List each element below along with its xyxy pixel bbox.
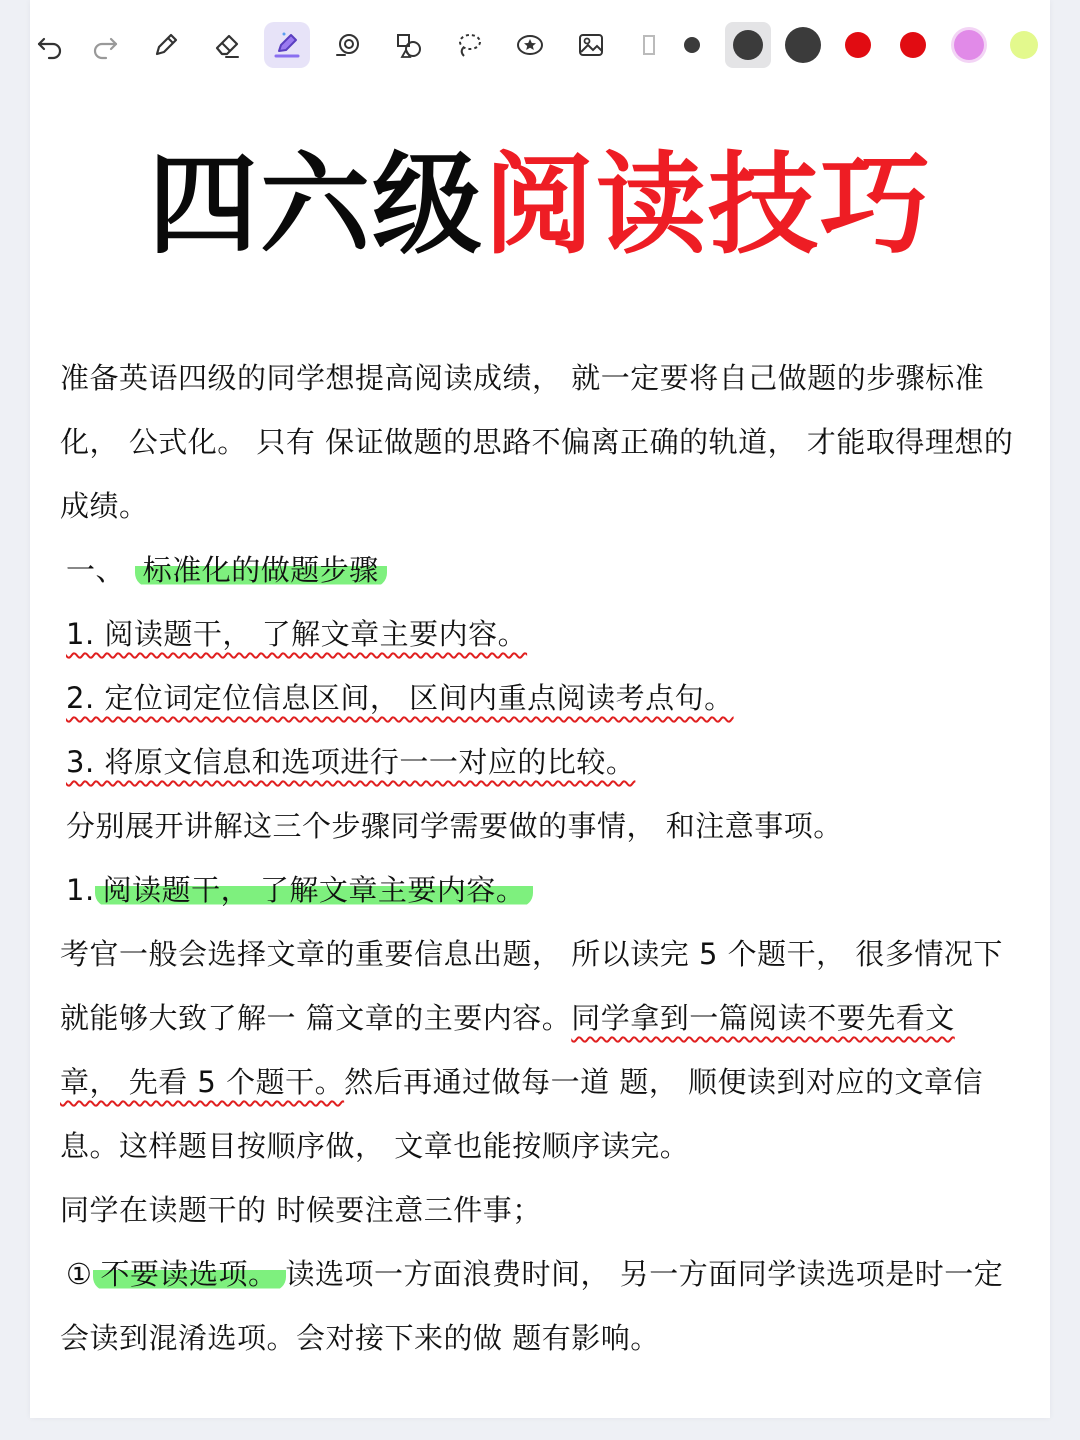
item-1-number: ① (66, 1257, 93, 1291)
lasso-icon[interactable] (446, 22, 492, 68)
redo-icon[interactable] (82, 22, 128, 68)
page-title (0, 140, 1080, 270)
color-dot (845, 32, 871, 58)
paragraph-1-line-1: 准备英语四级的同学想提高阅读成绩， 就一定要将自己做题的步骤标准 (60, 361, 985, 395)
text-box-icon[interactable] (620, 22, 666, 68)
paragraph-2-line-2-a: 就能够大致了解一 篇文章的主要内容。 (60, 1001, 572, 1035)
highlighter-icon[interactable] (264, 22, 310, 68)
section-1-title: 标准化的做题步骤 (135, 553, 387, 587)
pen-icon[interactable] (143, 22, 189, 68)
section-1-prefix: 一、 (66, 553, 126, 587)
sub-heading-1 (66, 870, 533, 910)
section-1-heading (66, 550, 387, 590)
step-3: 3. 将原文信息和选项进行一一对应的比较。 (66, 745, 636, 779)
intro-line: 分别展开讲解这三个步骤同学需要做的事情， 和注意事项。 (66, 809, 843, 843)
paragraph-2-line-3 (60, 1062, 983, 1102)
paragraph-1-line-2: 化， 公式化。 只有 保证做题的思路不偏离正确的轨道， 才能取得理想的 (60, 425, 1014, 459)
color-dot (1010, 31, 1038, 59)
color-dot (733, 30, 763, 60)
paragraph-2-line-2 (60, 998, 955, 1038)
title-red-part: 阅读技巧 (484, 141, 932, 269)
color-dot (954, 30, 984, 60)
step-1: 1. 阅读题干， 了解文章主要内容。 (66, 617, 528, 651)
paragraph-2-line-2-b: 同学拿到一篇阅读不要先看文 (571, 1001, 955, 1035)
color-dot (684, 37, 700, 53)
color-dot (900, 32, 926, 58)
pink-color-swatch[interactable] (946, 22, 992, 68)
paragraph-2-line-3-a: 章， 先看 5 个题干。 (60, 1065, 345, 1099)
color-dot (785, 27, 821, 63)
title-black-part: 四六级 (148, 141, 484, 269)
thick-stroke-swatch[interactable] (780, 22, 826, 68)
item-1-title: 不要读选项。 (93, 1257, 286, 1291)
paragraph-1-line-3: 成绩。 (60, 489, 149, 523)
yellow-green-color-swatch[interactable] (1001, 22, 1047, 68)
eraser-icon[interactable] (204, 22, 250, 68)
paragraph-2-line-3-b: 然后再通过做每一道 题， 顺便读到对应的文章信 (344, 1065, 984, 1099)
paragraph-2-line-4: 息。这样题目按顺序做， 文章也能按顺序读完。 (60, 1129, 690, 1163)
paragraph-2-line-1: 考官一般会选择文章的重要信息出题， 所以读完 5 个题干， 很多情况下 (60, 937, 1003, 971)
shape-recognize-icon[interactable] (325, 22, 371, 68)
toolbar (0, 0, 1080, 92)
item-1-rest: 读选项一方面浪费时间， 另一方面同学读选项是时一定 (285, 1257, 1004, 1291)
paragraph-3: 同学在读题干的 时候要注意三件事； (60, 1193, 542, 1227)
item-1-line-2: 会读到混淆选项。会对接下来的做 题有影响。 (60, 1321, 660, 1355)
step-2: 2. 定位词定位信息区间， 区间内重点阅读考点句。 (66, 681, 734, 715)
image-icon[interactable] (568, 22, 614, 68)
red-color-swatch-2[interactable] (890, 22, 936, 68)
medium-stroke-swatch[interactable] (725, 22, 771, 68)
thin-stroke-swatch[interactable] (669, 22, 715, 68)
sub-heading-1-number: 1. (66, 873, 95, 907)
item-1-line-1 (66, 1254, 1003, 1294)
sticker-icon[interactable] (507, 22, 553, 68)
shapes-icon[interactable] (386, 22, 432, 68)
red-color-swatch[interactable] (835, 22, 881, 68)
undo-icon[interactable] (27, 22, 73, 68)
sub-heading-1-title: 阅读题干， 了解文章主要内容。 (95, 873, 534, 907)
